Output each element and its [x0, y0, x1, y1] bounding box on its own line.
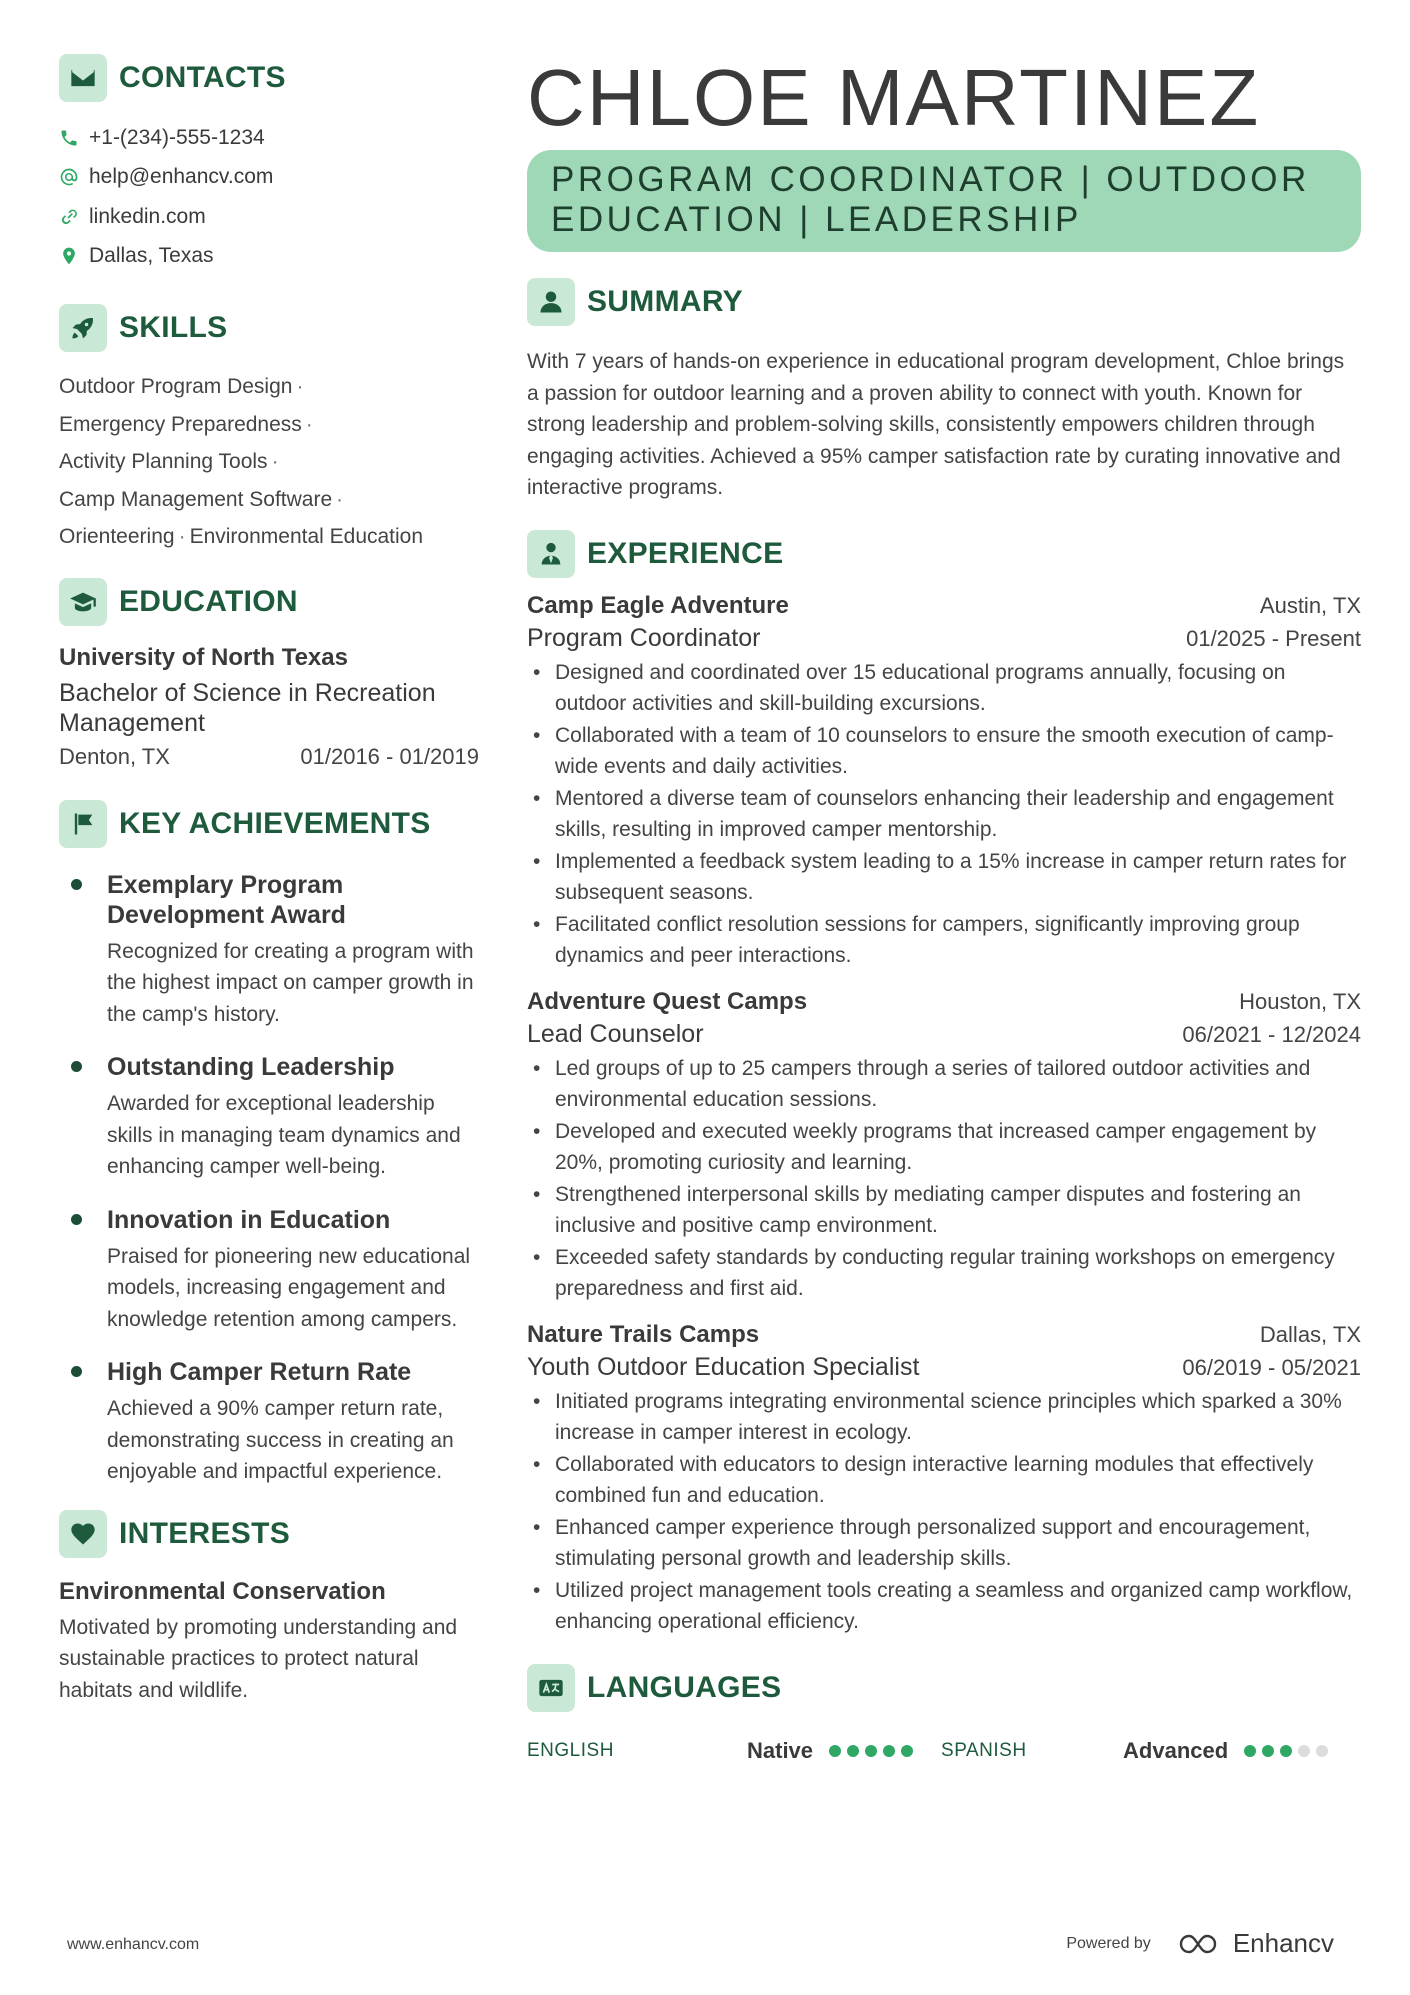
footer-brand [1066, 1928, 1334, 1959]
education-degree: Bachelor of Science in Recreation Management [59, 678, 436, 737]
rating-dot-filled [847, 1745, 859, 1757]
envelope-icon [59, 54, 107, 102]
job-bullets [527, 1386, 1361, 1638]
job-dates: 06/2021 - 12/2024 [1182, 1021, 1361, 1047]
translate-icon [527, 1664, 575, 1712]
rating-dot-empty [1298, 1745, 1310, 1757]
skill-item: Orienteering [59, 525, 175, 548]
heart-icon [59, 1510, 107, 1558]
job-company: Nature Trails Camps [527, 1320, 760, 1348]
rating-dot-empty [1316, 1745, 1328, 1757]
job-role: Youth Outdoor Education Specialist [527, 1352, 920, 1381]
achievement-desc: Recognized for creating a program with the highest impact on camper growth in the camp's history. [107, 939, 474, 1026]
powered-by-text: Powered by [1066, 1934, 1151, 1952]
job-bullets [527, 657, 1361, 972]
at-icon [59, 167, 79, 187]
job-header [527, 1321, 1361, 1349]
phone-icon [59, 128, 79, 148]
job-role: Program Coordinator [527, 623, 761, 652]
rating-dot-filled [883, 1745, 895, 1757]
education-location: Denton, TX [59, 743, 170, 769]
education-school: University of North Texas [59, 643, 348, 671]
bullet-dot-icon [71, 1214, 82, 1225]
skill-item: Environmental Education [189, 525, 424, 548]
job-bullet: • Strengthened interpersonal skills by mediating camper disputes and fostering an inclusive and positive camp environment. [527, 1179, 1361, 1242]
linkedin-text[interactable]: linkedin.com [89, 204, 206, 228]
achievement-title: Exemplary Program Development Award [107, 870, 346, 929]
interest-desc: Motivated by promoting understanding and sustainable practices to protect natural habitats and wildlife. [59, 1615, 458, 1702]
job-bullet: • Mentored a diverse team of counselors enhancing their leadership and engagement skills, resulting in improved camper mentorship. [527, 783, 1361, 846]
language-level: Native [747, 1737, 814, 1763]
job-bullet: • Facilitated conflict resolution sessions for campers, significantly improving group dynamics and peer interactions. [527, 909, 1361, 972]
achievement-desc: Praised for pioneering new educational models, increasing engagement and knowledge retention among campers. [107, 1244, 471, 1331]
job-company: Adventure Quest Camps [527, 987, 808, 1015]
achievements-heading: KEY ACHIEVEMENTS [59, 800, 479, 848]
skill-line: Activity Planning Tools · [59, 450, 279, 473]
skill-line: Camp Management Software · [59, 487, 344, 511]
achievement-item [59, 1205, 479, 1336]
job-subheader [527, 1020, 1361, 1049]
job-bullet: • Enhanced camper experience through personalized support and encouragement, stimulating personal growth and leadership skills. [527, 1512, 1361, 1575]
education-heading: EDUCATION [59, 578, 479, 626]
contacts-heading: CONTACTS [59, 54, 479, 102]
summary-heading: SUMMARY [527, 278, 1361, 326]
achievement-item [59, 870, 479, 1031]
graduation-cap-icon [59, 578, 107, 626]
job-location: Dallas, TX [1259, 1321, 1361, 1347]
map-pin-icon [59, 246, 79, 266]
job-bullet: • Led groups of up to 25 campers through a series of tailored outdoor activities and environmental education sessions. [527, 1053, 1361, 1116]
job-location: Houston, TX [1239, 988, 1361, 1014]
phone-text[interactable]: +1-(234)-555-1234 [89, 125, 265, 149]
job-subheader [527, 624, 1361, 653]
rating-dot-filled [865, 1745, 877, 1757]
job-entry [527, 1321, 1361, 1638]
skill-item: Emergency Preparedness [59, 412, 302, 436]
job-dates: 06/2019 - 05/2021 [1182, 1354, 1361, 1380]
job-bullet: • Initiated programs integrating environmental science principles which sparked a 30% increase in camper interest in ecology. [527, 1386, 1361, 1449]
skill-line: Orienteering · Environmental Education [59, 525, 424, 548]
skill-line: Outdoor Program Design · [59, 375, 304, 398]
brand-logo[interactable] [1177, 1928, 1334, 1959]
job-bullet: • Collaborated with educators to design interactive learning modules that effectively combined fun and education. [527, 1449, 1361, 1512]
user-icon [527, 278, 575, 326]
language-rating [829, 1745, 919, 1757]
job-location: Austin, TX [1259, 592, 1361, 618]
briefcase-user-icon [527, 530, 575, 578]
job-role: Lead Counselor [527, 1019, 704, 1048]
job-entry [527, 988, 1361, 1305]
bullet-dot-icon [71, 1366, 82, 1377]
job-dates: 01/2025 - Present [1186, 625, 1361, 651]
contact-phone [59, 118, 479, 158]
footer-website[interactable]: www.enhancv.com [67, 1936, 200, 1953]
achievement-title: Outstanding Leadership [107, 1053, 395, 1081]
languages-row [527, 1738, 1361, 1764]
languages-heading: LANGUAGES [527, 1664, 1361, 1712]
bullet-dot-icon [71, 879, 82, 890]
achievements-list [59, 870, 479, 1488]
skills-heading: SKILLS [59, 304, 479, 352]
job-bullets [527, 1053, 1361, 1305]
summary-text: With 7 years of hands-on experience in educational program development, Chloe brings a passion for outdoor learning and a proven ability to connect with youth. Known for strong leadership and problem-solving skills, consistently empowers children through engaging activities. Achieved a 95% camper satisfaction rate by curating innovative and interactive programs. [527, 350, 1345, 499]
rating-dot-filled [1244, 1745, 1256, 1757]
job-bullet: • Designed and coordinated over 15 educational programs annually, focusing on outdoor activities and skill-building excursions. [527, 657, 1361, 720]
achievement-desc: Achieved a 90% camper return rate, demonstrating success in creating an enjoyable and impactful experience. [107, 1397, 454, 1483]
rating-dot-filled [1280, 1745, 1292, 1757]
enhancv-logo-icon [1177, 1931, 1227, 1957]
skill-item: Activity Planning Tools [59, 450, 268, 473]
achievement-desc: Awarded for exceptional leadership skills in managing team dynamics and enhancing camper well-being. [107, 1092, 461, 1178]
interests-heading: INTERESTS [59, 1510, 479, 1558]
candidate-name: CHLOE MARTINEZ [527, 53, 1261, 142]
job-company: Camp Eagle Adventure [527, 591, 789, 619]
bullet-dot-icon [71, 1061, 82, 1072]
contact-email [59, 158, 479, 198]
achievement-title: High Camper Return Rate [107, 1358, 412, 1386]
language-name: SPANISH [941, 1739, 1027, 1761]
contact-location [59, 237, 479, 277]
job-bullet: • Utilized project management tools creating a seamless and organized camp workflow, enhancing operational efficiency. [527, 1575, 1361, 1638]
language-level: Advanced [1123, 1737, 1229, 1763]
skill-line: Emergency Preparedness · [59, 412, 313, 436]
job-header [527, 988, 1361, 1016]
education-meta [59, 744, 479, 770]
achievement-item [59, 1052, 479, 1183]
skill-item: Camp Management Software [59, 487, 333, 511]
skills-list [59, 368, 479, 556]
contact-linkedin [59, 197, 479, 237]
job-title-banner: PROGRAM COORDINATOR | OUTDOOR EDUCATION | LEADERSHIP [527, 150, 1361, 252]
location-text: Dallas, Texas [89, 244, 214, 268]
job-bullet: • Exceeded safety standards by conducting regular training workshops on emergency preparedness and first aid. [527, 1242, 1361, 1305]
job-subheader [527, 1353, 1361, 1382]
education-dates: 01/2016 - 01/2019 [300, 743, 479, 769]
rocket-icon [59, 304, 107, 352]
skill-item: Outdoor Program Design [59, 375, 293, 398]
right-column [527, 54, 1361, 1764]
experience-heading: EXPERIENCE [527, 530, 1361, 578]
brand-name: Enhancv [1232, 1928, 1334, 1958]
rating-dot-filled [1262, 1745, 1274, 1757]
rating-dot-filled [901, 1745, 913, 1757]
rating-dot-filled [829, 1745, 841, 1757]
flag-icon [59, 800, 107, 848]
link-icon [59, 207, 79, 227]
job-entry [527, 592, 1361, 972]
language-rating [1244, 1745, 1334, 1757]
interest-title: Environmental Conservation [59, 1577, 386, 1605]
job-bullet: • Collaborated with a team of 10 counselors to ensure the smooth execution of camp-wide events and daily activities. [527, 720, 1361, 783]
contact-list [59, 118, 479, 276]
email-text[interactable]: help@enhancv.com [89, 165, 274, 189]
job-bullet: • Developed and executed weekly programs that increased camper engagement by 20%, promoting curiosity and learning. [527, 1116, 1361, 1179]
job-bullet: • Implemented a feedback system leading to a 15% increase in camper return rates for subsequent seasons. [527, 846, 1361, 909]
achievement-item [59, 1357, 479, 1488]
achievement-title: Innovation in Education [107, 1205, 391, 1234]
job-header [527, 592, 1361, 620]
left-column [59, 54, 479, 1706]
language-name: ENGLISH [527, 1739, 614, 1761]
